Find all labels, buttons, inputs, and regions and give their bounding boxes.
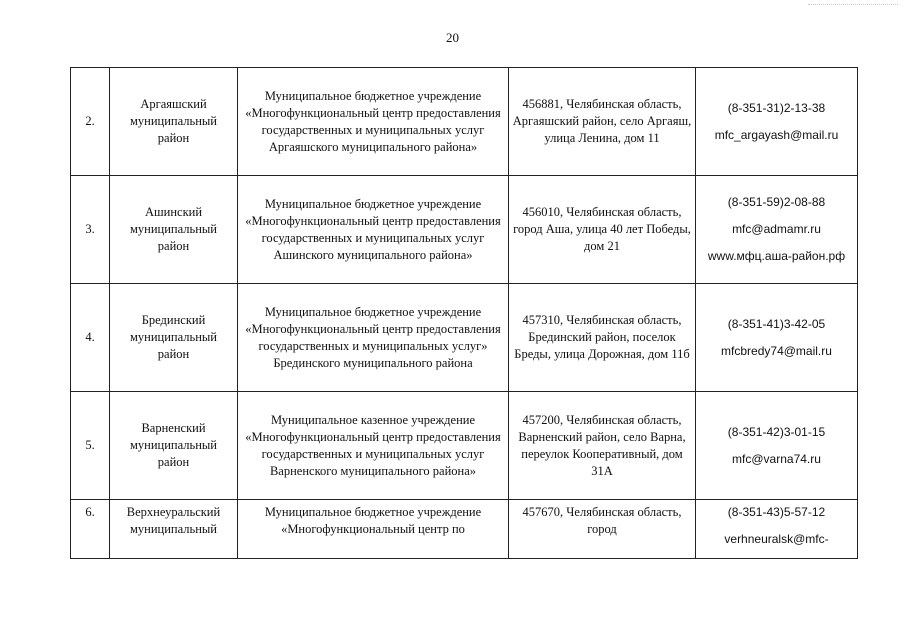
mfc-registry-table xyxy=(70,67,858,559)
contacts-cell xyxy=(696,500,858,559)
district-name: Варненский муниципальный район xyxy=(110,392,238,500)
email-address: mfcbredy74@mail.ru xyxy=(721,343,832,358)
phone-number: (8-351-59)2-08-88 xyxy=(727,195,826,209)
phone-number: (8-351-43)5-57-12 xyxy=(727,505,826,519)
table-row xyxy=(71,392,858,500)
organization-name: Муниципальное бюджетное учреждение «Многофункциональный центр по xyxy=(238,500,509,559)
postal-address: 457200, Челябинская область, Варненский район, село Варна, переулок Кооперативный, дом 31А xyxy=(509,392,696,500)
district-name: Аргаяшский муниципальный район xyxy=(110,68,238,176)
table-row xyxy=(71,68,858,176)
phone-number: (8-351-31)2-13-38 xyxy=(727,100,826,115)
email-address: mfc@varna74.ru xyxy=(732,451,821,466)
table-row xyxy=(71,500,858,559)
contacts-cell xyxy=(696,284,858,392)
row-number: 5. xyxy=(71,392,110,500)
phone-number: (8-351-41)3-42-05 xyxy=(727,316,826,331)
email-address: mfc@admamr.ru xyxy=(732,222,821,236)
row-number: 3. xyxy=(71,176,110,284)
postal-address: 456881, Челябинская область, Аргаяшский район, село Аргаяш, улица Ленина, дом 11 xyxy=(509,68,696,176)
website-address: www.мфц.аша-район.рф xyxy=(707,249,846,263)
organization-name: Муниципальное бюджетное учреждение «Многофункциональный центр предоставления государственных и муниципальных услуг» Брединского муниципального района xyxy=(238,284,509,392)
email-address: verhneuralsk@mfc- xyxy=(724,532,829,546)
row-number: 4. xyxy=(71,284,110,392)
scan-edge-mark xyxy=(808,4,898,6)
organization-name: Муниципальное бюджетное учреждение «Многофункциональный центр предоставления государственных и муниципальных услуг Ашинского муниципального района» xyxy=(238,176,509,284)
table-row xyxy=(71,176,858,284)
row-number: 2. xyxy=(71,68,110,176)
postal-address: 457670, Челябинская область, город xyxy=(509,500,696,559)
organization-name: Муниципальное бюджетное учреждение «Многофункциональный центр предоставления государственных и муниципальных услуг Аргаяшского муниципального района» xyxy=(238,68,509,176)
contacts-cell xyxy=(696,68,858,176)
table-row xyxy=(71,284,858,392)
district-name: Ашинский муниципальный район xyxy=(110,176,238,284)
district-name: Верхнеуральский муниципальный xyxy=(110,500,238,559)
email-address: mfc_argayash@mail.ru xyxy=(714,127,839,142)
row-number: 6. xyxy=(71,500,110,559)
contacts-cell xyxy=(696,392,858,500)
postal-address: 457310, Челябинская область, Брединский район, поселок Бреды, улица Дорожная, дом 11б xyxy=(509,284,696,392)
postal-address: 456010, Челябинская область, город Аша, улица 40 лет Победы, дом 21 xyxy=(509,176,696,284)
page-number: 20 xyxy=(446,30,459,45)
phone-number: (8-351-42)3-01-15 xyxy=(727,424,826,439)
contacts-cell xyxy=(696,176,858,284)
organization-name: Муниципальное казенное учреждение «Многофункциональный центр предоставления государственных и муниципальных услуг Варненского муниципального района» xyxy=(238,392,509,500)
district-name: Брединский муниципальный район xyxy=(110,284,238,392)
